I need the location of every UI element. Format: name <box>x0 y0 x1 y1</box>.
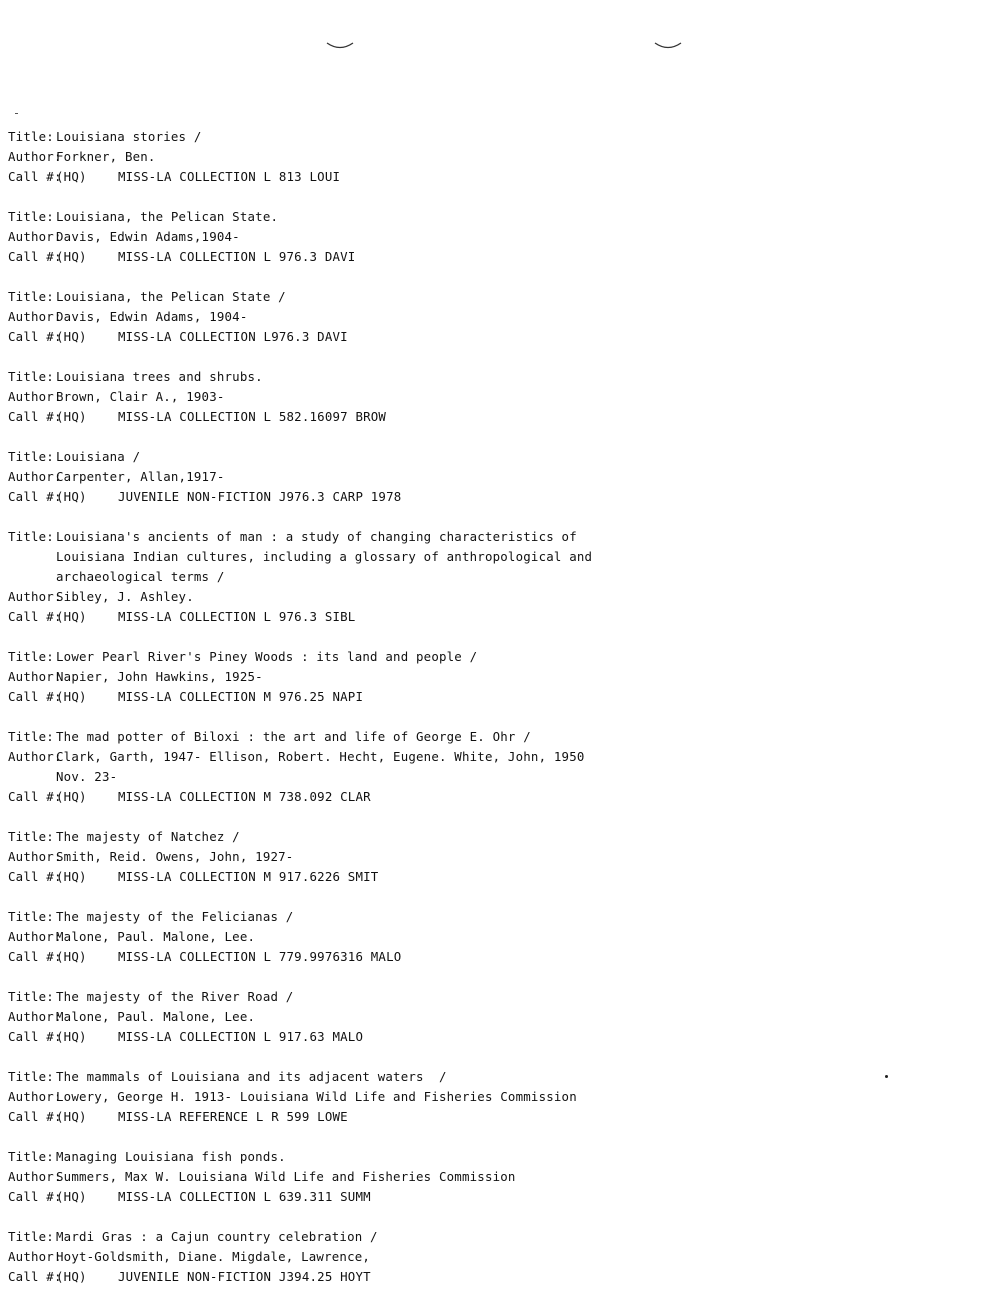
catalog-record <box>8 527 968 627</box>
location-code: (HQ) <box>56 689 87 704</box>
author-line <box>8 1247 968 1267</box>
call-number-line <box>8 327 968 347</box>
title-label: Title: <box>8 529 54 544</box>
title-label: Title: <box>8 1069 54 1084</box>
author-line <box>8 1167 968 1187</box>
catalog-record <box>8 1227 968 1287</box>
title-value: Lower Pearl River's Piney Woods : its land and people / <box>56 649 478 664</box>
title-value: Louisiana Indian cultures, including a glossary of anthropological and <box>56 549 593 564</box>
author-line <box>8 467 968 487</box>
catalog-record <box>8 647 968 707</box>
title-line <box>8 567 968 587</box>
call-number-label: Call #: <box>8 1109 62 1124</box>
author-value: Carpenter, Allan,1917- <box>56 469 225 484</box>
call-number-value: MISS-LA COLLECTION L 639.311 SUMM <box>118 1189 371 1204</box>
call-number-label: Call #: <box>8 949 62 964</box>
title-value: Louisiana's ancients of man : a study of changing characteristics of <box>56 529 577 544</box>
call-number-line <box>8 787 968 807</box>
call-number-line <box>8 1107 968 1127</box>
call-number-line <box>8 1187 968 1207</box>
author-value: Napier, John Hawkins, 1925- <box>56 669 263 684</box>
author-value: Lowery, George H. 1913- Louisiana Wild Life and Fisheries Commission <box>56 1089 577 1104</box>
location-code: (HQ) <box>56 1269 87 1284</box>
catalog-record <box>8 207 968 267</box>
location-code: (HQ) <box>56 1109 87 1124</box>
author-value: Hoyt-Goldsmith, Diane. Migdale, Lawrence, <box>56 1249 371 1264</box>
call-number-line <box>8 1267 968 1287</box>
title-value: The mad potter of Biloxi : the art and life of George E. Ohr / <box>56 729 531 744</box>
title-line <box>8 447 968 467</box>
catalog-record <box>8 1147 968 1207</box>
author-value: Forkner, Ben. <box>56 149 156 164</box>
catalog-record <box>8 367 968 427</box>
title-value: Louisiana / <box>56 449 141 464</box>
author-value: Summers, Max W. Louisiana Wild Life and Fisheries Commission <box>56 1169 516 1184</box>
location-code: (HQ) <box>56 1029 87 1044</box>
author-line <box>8 767 968 787</box>
author-label: Author: <box>8 849 62 864</box>
author-value: Davis, Edwin Adams, 1904- <box>56 309 248 324</box>
call-number-label: Call #: <box>8 329 62 344</box>
call-number-line <box>8 167 968 187</box>
catalog-record <box>8 827 968 887</box>
location-code: (HQ) <box>56 169 87 184</box>
call-number-value: MISS-LA COLLECTION L 813 LOUI <box>118 169 341 184</box>
author-label: Author: <box>8 1009 62 1024</box>
author-line <box>8 587 968 607</box>
title-value: Managing Louisiana fish ponds. <box>56 1149 286 1164</box>
author-line <box>8 227 968 247</box>
call-number-line <box>8 867 968 887</box>
title-line <box>8 907 968 927</box>
catalog-record <box>8 1067 968 1127</box>
title-label: Title: <box>8 909 54 924</box>
author-line <box>8 1087 968 1107</box>
title-value: The mammals of Louisiana and its adjacent waters / <box>56 1069 447 1084</box>
author-label: Author: <box>8 1249 62 1264</box>
call-number-label: Call #: <box>8 489 62 504</box>
title-line <box>8 1067 968 1087</box>
title-value: The majesty of the Felicianas / <box>56 909 294 924</box>
title-line <box>8 287 968 307</box>
title-label: Title: <box>8 729 54 744</box>
author-value: Davis, Edwin Adams,1904- <box>56 229 240 244</box>
catalog-record <box>8 127 968 187</box>
title-label: Title: <box>8 1229 54 1244</box>
call-number-line <box>8 1027 968 1047</box>
call-number-value: MISS-LA COLLECTION M 738.092 CLAR <box>118 789 371 804</box>
call-number-value: JUVENILE NON-FICTION J394.25 HOYT <box>118 1269 371 1284</box>
call-number-value: JUVENILE NON-FICTION J976.3 CARP 1978 <box>118 489 402 504</box>
title-label: Title: <box>8 129 54 144</box>
call-number-line <box>8 947 968 967</box>
call-number-value: MISS-LA COLLECTION L 976.3 SIBL <box>118 609 356 624</box>
call-number-line <box>8 407 968 427</box>
catalog-record <box>8 987 968 1047</box>
title-line <box>8 127 968 147</box>
author-line <box>8 667 968 687</box>
title-line <box>8 1147 968 1167</box>
author-line <box>8 147 968 167</box>
location-code: (HQ) <box>56 249 87 264</box>
title-value: The majesty of Natchez / <box>56 829 240 844</box>
title-line <box>8 547 968 567</box>
title-label: Title: <box>8 649 54 664</box>
call-number-value: MISS-LA COLLECTION M 917.6226 SMIT <box>118 869 379 884</box>
author-value: Sibley, J. Ashley. <box>56 589 194 604</box>
author-label: Author: <box>8 309 62 324</box>
binder-hole-mark <box>654 40 682 52</box>
call-number-label: Call #: <box>8 409 62 424</box>
title-value: archaeological terms / <box>56 569 225 584</box>
catalog-record <box>8 727 968 807</box>
title-value: Mardi Gras : a Cajun country celebration / <box>56 1229 378 1244</box>
call-number-label: Call #: <box>8 1269 62 1284</box>
author-line <box>8 387 968 407</box>
call-number-label: Call #: <box>8 609 62 624</box>
title-value: Louisiana trees and shrubs. <box>56 369 263 384</box>
author-label: Author: <box>8 749 62 764</box>
title-value: Louisiana stories / <box>56 129 202 144</box>
call-number-label: Call #: <box>8 1029 62 1044</box>
author-value: Smith, Reid. Owens, John, 1927- <box>56 849 294 864</box>
author-line <box>8 747 968 767</box>
author-line <box>8 927 968 947</box>
author-label: Author: <box>8 149 62 164</box>
call-number-label: Call #: <box>8 249 62 264</box>
catalog-record <box>8 907 968 967</box>
call-number-label: Call #: <box>8 169 62 184</box>
call-number-value: MISS-LA REFERENCE L R 599 LOWE <box>118 1109 348 1124</box>
author-value: Malone, Paul. Malone, Lee. <box>56 1009 256 1024</box>
author-label: Author: <box>8 469 62 484</box>
call-number-label: Call #: <box>8 869 62 884</box>
catalog-record <box>8 287 968 347</box>
title-line <box>8 527 968 547</box>
author-label: Author: <box>8 929 62 944</box>
author-label: Author: <box>8 389 62 404</box>
title-line <box>8 647 968 667</box>
catalog-record <box>8 447 968 507</box>
call-number-label: Call #: <box>8 1189 62 1204</box>
call-number-value: MISS-LA COLLECTION L 976.3 DAVI <box>118 249 356 264</box>
title-line <box>8 727 968 747</box>
call-number-label: Call #: <box>8 689 62 704</box>
call-number-line <box>8 607 968 627</box>
title-label: Title: <box>8 1149 54 1164</box>
call-number-value: MISS-LA COLLECTION L 779.9976316 MALO <box>118 949 402 964</box>
title-value: Louisiana, the Pelican State. <box>56 209 279 224</box>
title-line <box>8 207 968 227</box>
location-code: (HQ) <box>56 609 87 624</box>
record-list <box>8 127 968 1307</box>
location-code: (HQ) <box>56 869 87 884</box>
title-label: Title: <box>8 289 54 304</box>
title-label: Title: <box>8 369 54 384</box>
title-value: The majesty of the River Road / <box>56 989 294 1004</box>
title-line <box>8 827 968 847</box>
author-value: Malone, Paul. Malone, Lee. <box>56 929 256 944</box>
call-number-line <box>8 687 968 707</box>
author-label: Author: <box>8 1169 62 1184</box>
author-label: Author: <box>8 1089 62 1104</box>
location-code: (HQ) <box>56 949 87 964</box>
title-value: Louisiana, the Pelican State / <box>56 289 286 304</box>
location-code: (HQ) <box>56 489 87 504</box>
author-label: Author: <box>8 669 62 684</box>
author-value: Clark, Garth, 1947- Ellison, Robert. Hecht, Eugene. White, John, 1950 <box>56 749 585 764</box>
call-number-value: MISS-LA COLLECTION L976.3 DAVI <box>118 329 348 344</box>
binder-hole-mark <box>326 40 354 52</box>
location-code: (HQ) <box>56 329 87 344</box>
author-value: Brown, Clair A., 1903- <box>56 389 225 404</box>
call-number-value: MISS-LA COLLECTION L 917.63 MALO <box>118 1029 364 1044</box>
title-line <box>8 367 968 387</box>
author-label: Author: <box>8 589 62 604</box>
title-label: Title: <box>8 449 54 464</box>
scan-speck <box>15 113 18 114</box>
call-number-line <box>8 247 968 267</box>
title-line <box>8 987 968 1007</box>
location-code: (HQ) <box>56 789 87 804</box>
title-label: Title: <box>8 989 54 1004</box>
location-code: (HQ) <box>56 1189 87 1204</box>
author-line <box>8 1007 968 1027</box>
title-label: Title: <box>8 829 54 844</box>
location-code: (HQ) <box>56 409 87 424</box>
call-number-label: Call #: <box>8 789 62 804</box>
author-label: Author: <box>8 229 62 244</box>
author-line <box>8 307 968 327</box>
call-number-line <box>8 487 968 507</box>
call-number-value: MISS-LA COLLECTION M 976.25 NAPI <box>118 689 364 704</box>
title-label: Title: <box>8 209 54 224</box>
call-number-value: MISS-LA COLLECTION L 582.16097 BROW <box>118 409 387 424</box>
title-line <box>8 1227 968 1247</box>
author-line <box>8 847 968 867</box>
author-value: Nov. 23- <box>56 769 118 784</box>
